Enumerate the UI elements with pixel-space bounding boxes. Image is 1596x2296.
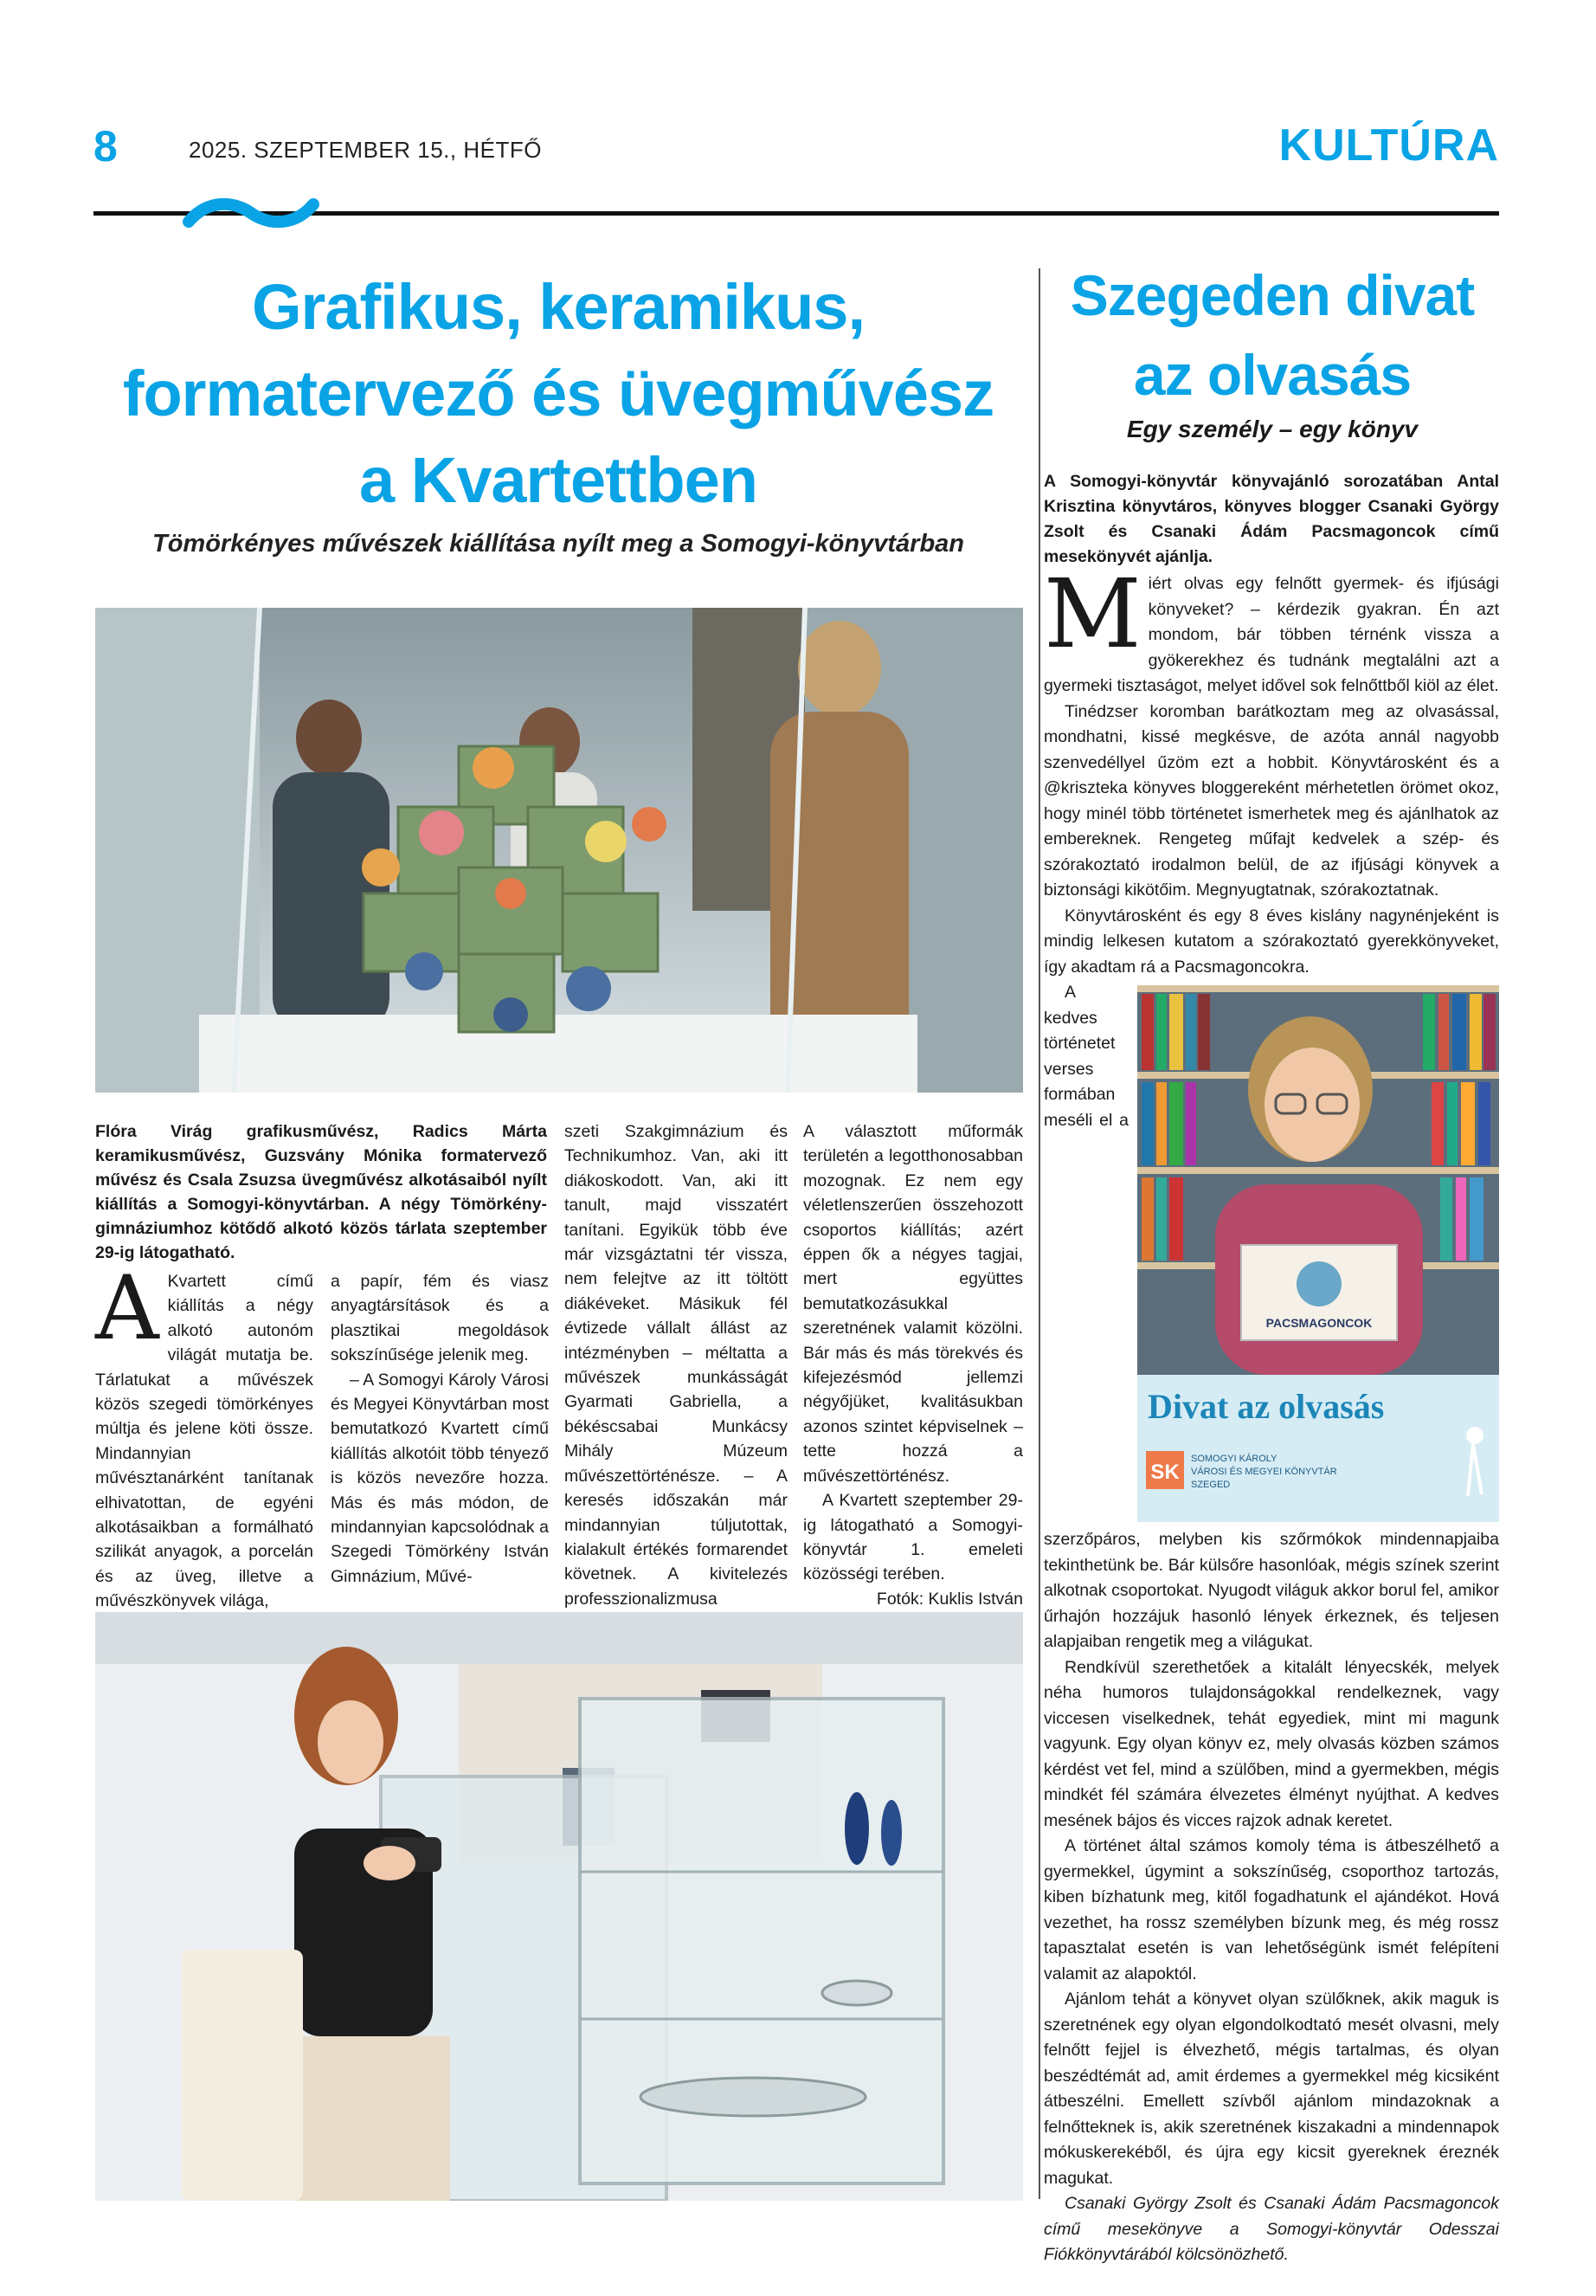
left-column-b-p2: – A Somogyi Károly Városi és Megyei Könyvtárban most bemutatkozó Kvartett című kiállítás alkotóit több tényező is közös nevezőre hozza. Más és más módon, de mindannyian kapcsolódnak a Szegedi Tömörkény István Gimnázium, Művé- xyxy=(331,1370,549,1586)
right-p1-text: iért olvas egy felnőtt gyermek- és ifjúsági könyveket? – kérdezik gyakran. Én azt mondom, bár többen térnénk vissza a gyökerekhez és tudnánk megtalálni azt a gyermeki tisztaságot, melyet idővel sok felnőttből kiöl az élet. xyxy=(1044,574,1499,695)
banner-title: Divat az olvasás xyxy=(1148,1387,1385,1426)
right-p5: Rendkívül szerethetőek a kitalált lényecskék, melyek néha humoros tulajdonságokkal rendelkeznek, vagy viccesen viselkednek, tehát egyediek, mint mi magunk vagyunk. Egy olyan könyv ez, mely olvasás közben számos kérdést vet fel, mind a szülőben, mind a gyermekben, mégis mindkét fél számára élvezetes élményt nyújthat. A kedves mesének bájos és vicces rajzok adnak keretet. xyxy=(1044,1657,1499,1830)
drop-cap-a: A xyxy=(95,1257,159,1360)
left-headline-line3: a Kvartettben xyxy=(359,444,757,516)
right-p1 xyxy=(1044,558,1499,700)
left-headline-line1: Grafikus, keramikus, xyxy=(251,271,866,343)
book-cover-title: PACSMAGONCOK xyxy=(1265,1316,1373,1330)
section-title: KULTÚRA xyxy=(1278,120,1499,171)
left-column-c xyxy=(564,1119,788,1636)
right-subheadline: Egy személy – egy könyv xyxy=(1126,416,1419,442)
right-p8: Csanaki György Zsolt és Csanaki Ádám Pacsmagoncok című mesekönyve a Somogyi-könyvtár Odesszai Fiókkönyvtárából kölcsönözhető. xyxy=(1044,2194,1499,2264)
tilde-ornament xyxy=(182,192,320,235)
issue-date: 2025. SZEPTEMBER 15., HÉTFŐ xyxy=(189,137,542,163)
right-body xyxy=(1044,558,1499,2268)
banner-logo: SK xyxy=(1150,1461,1180,1484)
right-p3: Könyvtárosként és egy 8 éves kislány nagynénjeként is mindig lelkesen kutatom a szórakoztató gyerekkönyveket, így akadtam rá a Pacsmagoncokra. xyxy=(1044,906,1499,977)
right-lead: A Somogyi-könyvtár könyvajánló sorozatában Antal Krisztina könyvtáros, könyves blogger Csanaki György Zsolt és Csanaki Ádám Pacsmagoncok című mesekönyvét ajánlja. xyxy=(1044,472,1499,566)
left-column-b xyxy=(331,1269,549,1589)
left-headline-line2: formatervező és üvegművész xyxy=(122,358,994,429)
librarian-photo xyxy=(1137,985,1499,1522)
right-p7: Ajánlom tehát a könyvet olyan szülőknek, akik maguk is szeretnének egy olyan elgondolkodtató mesét olvasni, mely felnőtt fejjel is élvezhető, mégis tartalmas, és olyan beszédtémát ad, amit érdemes a gyermekkel még kicsiként átbeszélni. Emellett szívből ajánlom mindazoknak a felnőtteknek is, akik szeretnének kiszakadni a mindennapok mókuskerekéből, és újra egy kicsit gyereknek éreznék magukat. xyxy=(1044,1990,1499,2188)
right-p6: A történet által számos komoly téma is átbeszélhető a gyermekkel, úgymint a sokszínűség, csoporthoz tartozás, kiben bízhatunk meg, kitől fogadhatunk el ajándékot. Hová vezethet, ha rossz személyben bízunk meg, és még rossz tapasztalat esetén is van lehetőségünk ismét felépíteni valamit az alapoktól. xyxy=(1044,1836,1499,1983)
banner-line2: VÁROSI ÉS MEGYEI KÖNYVTÁR xyxy=(1191,1467,1337,1477)
left-column-c-text: szeti Szakgimnázium és Technikumhoz. Van, aki itt diákoskodott. Van, aki itt tanult, majd visszatért tanítani. Egyikük több éve már vizsgáztatni tér vissza, nem felejtve az itt töltött diákéveket. Másikuk fél évtizede vállalt állást az intézményben – méltatta a művészek munkásságát Gyarmati Gabriella, a békéscsabai Munkácsy Mihály Múzeum művészettörténésze. – A keresés időszakán már mindannyian túljutottak, kialakult értékés formarendet követnek. A kivitelezés professzionalizmusa xyxy=(564,1122,788,1609)
right-headline-line2: az olvasás xyxy=(1133,343,1412,407)
left-subheadline: Tömörkényes művészek kiállítása nyílt meg a Somogyi-könyvtárban xyxy=(151,530,964,558)
banner-line1: SOMOGYI KÁROLY xyxy=(1191,1454,1277,1464)
right-headline-line1: Szegeden divat xyxy=(1070,263,1475,327)
left-column-d-p1: A választott műformák területén a legotthonosabban mozognak. Ez nem egy véletlenszerűen összehozott csoportos kiállítás; azért éppen ők a négyes tagjai, mert együttes bemutatkozásukkal szeretnének valamit közölni. Bár más és más törekvés és kifejezésmód jellemzi négyőjüket, kvalitásukban azonos szintet képviselnek – tette hozzá a művészettörténész. xyxy=(803,1122,1023,1486)
left-column-d xyxy=(803,1119,1023,1611)
right-headline xyxy=(1047,255,1497,415)
left-column-a xyxy=(95,1257,313,1614)
banner-line3: SZEGED xyxy=(1191,1480,1231,1490)
photo-credit: Fotók: Kuklis István xyxy=(876,1589,1023,1609)
visitor-glass-photo xyxy=(95,1612,1023,2201)
ceramic-sculpture-photo xyxy=(95,608,1023,1093)
drop-cap-m: M xyxy=(1044,558,1142,669)
right-p4: A kedves történetet verses formában meséli el a szerzőpáros, melyben kis szőrmókok mindennapjaiba tekinthetünk be. Bár külsőre hasonlóak, mégis színek szerint alkotnak csoportokat. Nyugodt világuk akkor borul fel, amikor űrhajón hozzájuk hasonló lények érkeznek, és teljesen alapjaiban rengetik meg a világukat. xyxy=(1044,983,1499,1651)
right-p2: Tinédzser koromban barátkoztam meg az olvasással, mondhatni, kissé megkésve, de azóta annál nagyobb szenvedéllyel űzöm ezt a hobbit. Könyvtárosként és a @kriszteka könyves bloggereként mérhetetlen örömet okoz, hogy minél több történetet ismerhetek meg és ajánlhatok az embereknek. Rengeteg műfajt kedvelek a szép- és szórakoztató irodalmon belül, de az ifjúsági könyvek a biztonsági kikötőim. Megnyugtatnak, szórakoztatnak. xyxy=(1044,701,1499,900)
left-column-d-p2: A Kvartett szeptember 29-ig látogatható a Somogyi-könyvtár 1. emeleti közösségi terében. xyxy=(803,1491,1023,1584)
photo-caption: Flóra Virág grafikusművész, Radics Márta keramikusművész, Guzsvány Mónika formatervező művész és Csala Zsuzsa üvegművész alkotásaiból nyílt kiállítás a Somogyi-könyvtárban. A négy Tömörkény-gimnáziumhoz kötődő alkotó közös tárlata szeptember 29-ig látogatható. xyxy=(95,1122,547,1262)
left-column-a-text: Kvartett című kiállítás a négy alkotó autonóm világát mutatja be. Tárlatukat a művészek közös szegedi tömörkényes múltja és jelene köti össze. Mindannyian művésztanárként tanítanak elhivatottan, de egyéni alkotásaikban a formálható szilikát anyagok, a porcelán és az üveg, illetve a művészkönyvek világa, xyxy=(95,1272,313,1611)
page-number: 8 xyxy=(93,122,118,171)
left-column-b-p1: a papír, fém és viasz anyagtársítások és a plasztikai megoldások sokszínűsége jelenik meg. xyxy=(331,1272,549,1365)
column-divider xyxy=(1039,268,1040,2199)
left-headline xyxy=(95,264,1021,524)
